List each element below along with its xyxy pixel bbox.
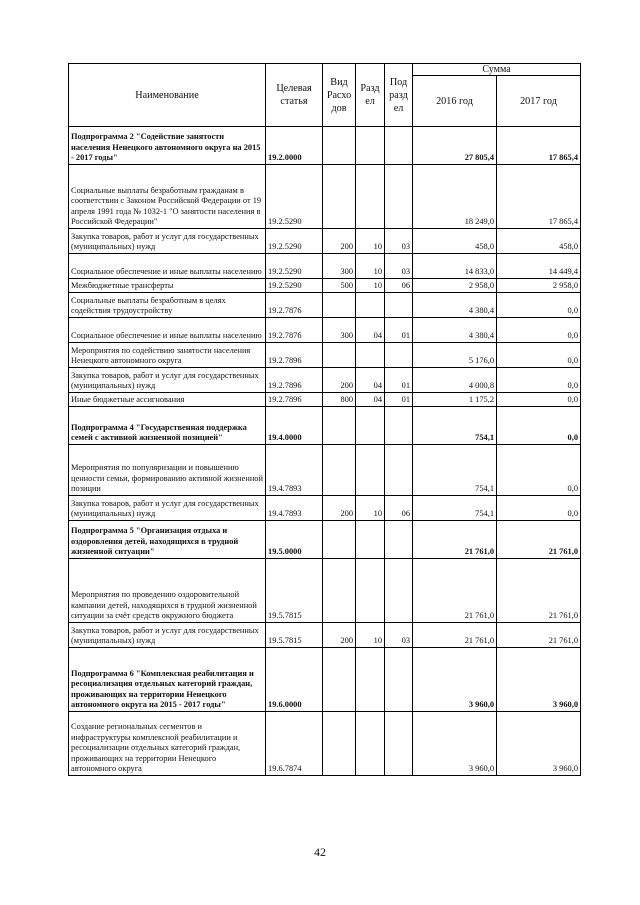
cell-subsection: 06 [385, 496, 413, 521]
cell-amount-2017: 0,0 [497, 368, 581, 393]
cell-name: Подпрограмма 4 "Государственная поддержка семей с активной жизненной позицией" [69, 407, 266, 445]
cell-amount-2017: 3 960,0 [497, 712, 581, 776]
cell-amount-2017: 21 761,0 [497, 521, 581, 559]
table-row [69, 318, 581, 343]
table-row [69, 712, 581, 776]
cell-expense-kind: 200 [323, 496, 356, 521]
cell-amount-2017: 14 449,4 [497, 254, 581, 279]
cell-section [356, 521, 385, 559]
cell-subsection: 03 [385, 254, 413, 279]
cell-expense-kind [323, 127, 356, 165]
cell-section [356, 293, 385, 318]
cell-amount-2017: 0,0 [497, 496, 581, 521]
cell-section: 10 [356, 623, 385, 648]
table-row [69, 343, 581, 368]
header-year-2016: 2016 год [413, 76, 497, 127]
cell-amount-2017: 0,0 [497, 293, 581, 318]
cell-amount-2016: 4 380,4 [413, 318, 497, 343]
cell-expense-kind: 200 [323, 368, 356, 393]
cell-section: 10 [356, 496, 385, 521]
cell-amount-2016: 4 000,8 [413, 368, 497, 393]
cell-amount-2017: 458,0 [497, 229, 581, 254]
header-year-2017: 2017 год [497, 76, 581, 127]
cell-target-article: 19.4.0000 [266, 407, 323, 445]
cell-subsection: 06 [385, 279, 413, 293]
cell-name: Социальные выплаты безработным в целях содействия трудоустройству [69, 293, 266, 318]
cell-name: Подпрограмма 6 "Комплексная реабилитация и ресоциализация отдельных категорий граждан, проживающих на территории Ненецкого автономного округа на 2015 - 2017 годы" [69, 648, 266, 712]
table-header [69, 64, 581, 127]
table-row [69, 254, 581, 279]
cell-subsection [385, 648, 413, 712]
table-row [69, 648, 581, 712]
cell-expense-kind: 200 [323, 623, 356, 648]
cell-section: 04 [356, 393, 385, 407]
cell-expense-kind [323, 648, 356, 712]
cell-target-article: 19.5.7815 [266, 623, 323, 648]
cell-expense-kind [323, 521, 356, 559]
cell-section: 10 [356, 279, 385, 293]
cell-amount-2016: 18 249,0 [413, 165, 497, 229]
page-number: 42 [314, 845, 326, 859]
cell-amount-2016: 754,1 [413, 445, 497, 496]
cell-amount-2017: 0,0 [497, 445, 581, 496]
cell-subsection [385, 293, 413, 318]
cell-subsection [385, 712, 413, 776]
cell-amount-2017: 0,0 [497, 407, 581, 445]
cell-section: 04 [356, 318, 385, 343]
cell-amount-2016: 754,1 [413, 496, 497, 521]
cell-target-article: 19.2.7896 [266, 343, 323, 368]
cell-amount-2016: 14 833,0 [413, 254, 497, 279]
cell-expense-kind: 300 [323, 318, 356, 343]
cell-amount-2016: 27 805,4 [413, 127, 497, 165]
cell-expense-kind: 200 [323, 229, 356, 254]
cell-section [356, 559, 385, 623]
cell-name: Социальные выплаты безработным гражданам в соответствии с Законом Российской Федерации от 19 апреля 1991 года № 1032-1 "О занятости населения в Российской Федерации" [69, 165, 266, 229]
cell-name: Закупка товаров, работ и услуг для государственных (муниципальных) нужд [69, 496, 266, 521]
cell-subsection [385, 165, 413, 229]
table-row [69, 229, 581, 254]
cell-name: Социальное обеспечение и иные выплаты населению [69, 318, 266, 343]
cell-subsection: 01 [385, 393, 413, 407]
cell-target-article: 19.6.7874 [266, 712, 323, 776]
cell-name: Закупка товаров, работ и услуг для государственных (муниципальных) нужд [69, 623, 266, 648]
cell-name: Закупка товаров, работ и услуг для государственных (муниципальных) нужд [69, 368, 266, 393]
cell-name: Закупка товаров, работ и услуг для государственных (муниципальных) нужд [69, 229, 266, 254]
cell-target-article: 19.2.0000 [266, 127, 323, 165]
cell-target-article: 19.5.0000 [266, 521, 323, 559]
cell-subsection [385, 559, 413, 623]
cell-name: Иные бюджетные ассигнования [69, 393, 266, 407]
cell-expense-kind [323, 559, 356, 623]
table-row [69, 279, 581, 293]
cell-amount-2017: 21 761,0 [497, 623, 581, 648]
cell-amount-2016: 21 761,0 [413, 521, 497, 559]
cell-section [356, 343, 385, 368]
cell-expense-kind [323, 343, 356, 368]
cell-subsection: 03 [385, 623, 413, 648]
cell-subsection [385, 343, 413, 368]
cell-name: Социальное обеспечение и иные выплаты населению [69, 254, 266, 279]
cell-expense-kind [323, 407, 356, 445]
cell-subsection: 01 [385, 368, 413, 393]
cell-amount-2017: 0,0 [497, 343, 581, 368]
table-row [69, 559, 581, 623]
cell-amount-2017: 2 958,0 [497, 279, 581, 293]
cell-section [356, 648, 385, 712]
cell-target-article: 19.6.0000 [266, 648, 323, 712]
cell-section [356, 165, 385, 229]
cell-target-article: 19.2.5290 [266, 279, 323, 293]
cell-name: Создание региональных сегментов и инфраструктуры комплексной реабилитации и ресоциализации отдельных категорий граждан, проживающих на территории Ненецкого автономного округа [69, 712, 266, 776]
cell-name: Подпрограмма 5 "Организация отдыха и оздоровления детей, находящихся в трудной жизненной ситуации" [69, 521, 266, 559]
cell-section [356, 407, 385, 445]
cell-amount-2017: 17 865,4 [497, 165, 581, 229]
table-row [69, 445, 581, 496]
header-section: Разд ел [356, 64, 385, 127]
cell-section: 04 [356, 368, 385, 393]
cell-amount-2017: 0,0 [497, 318, 581, 343]
cell-target-article: 19.2.5290 [266, 165, 323, 229]
cell-amount-2017: 3 960,0 [497, 648, 581, 712]
table-row [69, 521, 581, 559]
cell-name: Межбюджетные трансферты [69, 279, 266, 293]
cell-amount-2017: 0,0 [497, 393, 581, 407]
budget-table [68, 63, 581, 776]
header-sum-group: Сумма [413, 64, 581, 76]
cell-amount-2016: 21 761,0 [413, 623, 497, 648]
table-row [69, 293, 581, 318]
cell-target-article: 19.4.7893 [266, 445, 323, 496]
cell-expense-kind [323, 165, 356, 229]
cell-target-article: 19.2.7896 [266, 368, 323, 393]
header-subsection: Под разд ел [385, 64, 413, 127]
cell-section [356, 127, 385, 165]
table-row [69, 496, 581, 521]
cell-amount-2016: 21 761,0 [413, 559, 497, 623]
cell-section: 10 [356, 229, 385, 254]
cell-amount-2016: 3 960,0 [413, 648, 497, 712]
cell-target-article: 19.2.7876 [266, 318, 323, 343]
cell-subsection: 03 [385, 229, 413, 254]
cell-subsection [385, 407, 413, 445]
cell-subsection [385, 127, 413, 165]
cell-amount-2016: 458,0 [413, 229, 497, 254]
cell-amount-2016: 4 380,4 [413, 293, 497, 318]
table-row [69, 165, 581, 229]
header-target-article: Целевая статья [266, 64, 323, 127]
header-expense-kind: Вид Расхо дов [323, 64, 356, 127]
cell-amount-2016: 5 176,0 [413, 343, 497, 368]
table-row [69, 623, 581, 648]
cell-amount-2016: 3 960,0 [413, 712, 497, 776]
cell-amount-2016: 754,1 [413, 407, 497, 445]
cell-amount-2017: 17 865,4 [497, 127, 581, 165]
cell-section [356, 445, 385, 496]
cell-name: Мероприятия по содействию занятости населения Ненецкого автономного округа [69, 343, 266, 368]
table-body [69, 127, 581, 776]
cell-section [356, 712, 385, 776]
cell-expense-kind [323, 445, 356, 496]
cell-target-article: 19.2.5290 [266, 254, 323, 279]
cell-section: 10 [356, 254, 385, 279]
cell-target-article: 19.2.7876 [266, 293, 323, 318]
cell-name: Мероприятия по проведению оздоровительной кампании детей, находящихся в трудной жизненной ситуации за счёт средств окружного бюджета [69, 559, 266, 623]
cell-target-article: 19.2.5290 [266, 229, 323, 254]
cell-expense-kind [323, 293, 356, 318]
cell-subsection [385, 521, 413, 559]
cell-expense-kind: 300 [323, 254, 356, 279]
cell-target-article: 19.2.7896 [266, 393, 323, 407]
cell-target-article: 19.5.7815 [266, 559, 323, 623]
cell-subsection [385, 445, 413, 496]
cell-subsection: 01 [385, 318, 413, 343]
cell-name: Подпрограмма 2 "Содействие занятости населения Ненецкого автономного округа на 2015 - 2017 годы" [69, 127, 266, 165]
cell-target-article: 19.4.7893 [266, 496, 323, 521]
table-row [69, 407, 581, 445]
cell-name: Мероприятия по популяризации и повышению ценности семьи, формированию активной жизненной позиции [69, 445, 266, 496]
cell-expense-kind: 500 [323, 279, 356, 293]
cell-expense-kind [323, 712, 356, 776]
cell-amount-2017: 21 761,0 [497, 559, 581, 623]
cell-amount-2016: 2 958,0 [413, 279, 497, 293]
header-row-top [69, 64, 581, 76]
table-row [69, 127, 581, 165]
cell-amount-2016: 1 175,2 [413, 393, 497, 407]
table-row [69, 368, 581, 393]
header-name: Наименование [69, 64, 266, 127]
table-row [69, 393, 581, 407]
cell-expense-kind: 800 [323, 393, 356, 407]
